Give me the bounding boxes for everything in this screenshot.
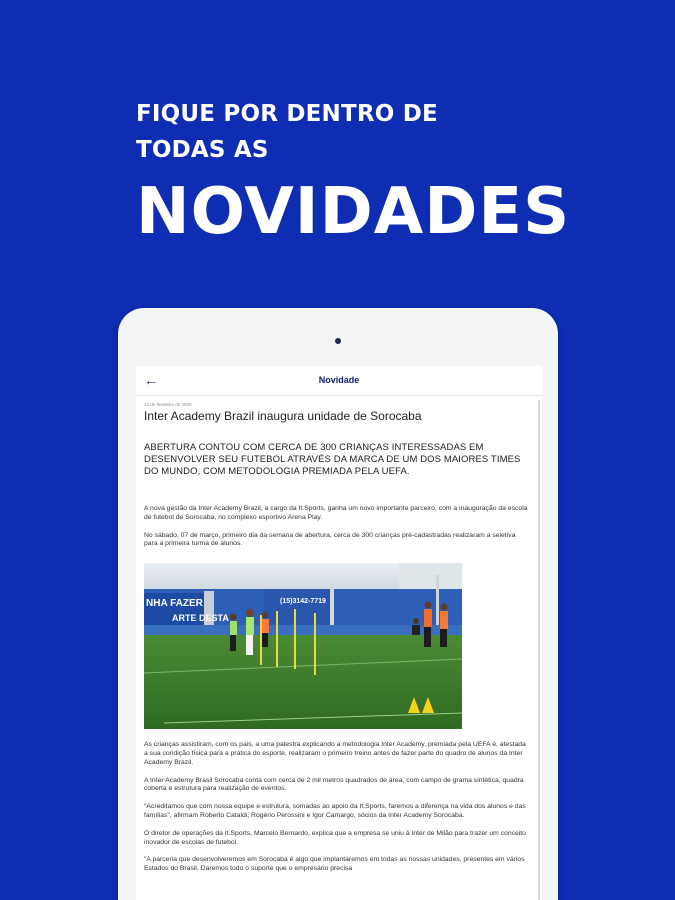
app-bar [136,366,542,396]
promo-line-3: NOVIDADES [136,175,571,249]
article-date: 12 de fevereiro de 2020 [144,402,192,407]
article-paragraph: No sábado, 07 de março, primeiro dia da semana de abertura, cerca de 300 crianças pré-cadastradas realizaram a seletiva para a primeira turma de alunos. [144,531,516,548]
app-bar-title: Novidade [318,375,360,385]
article-title: Inter Academy Brazil inaugura unidade de Sorocaba [144,409,422,423]
arrow-back-icon[interactable]: ← [144,372,158,388]
photo-banner-text-1: NHA FAZER [146,598,203,610]
promo-line-2: TODAS AS [136,137,269,163]
article-paragraph: A nova gestão da Inter Academy Brazil, a cargo da It.Sports, ganha um novo importante parceiro, com a inauguração da escola de futebol de Sorocaba, no complexo esportivo Arena Play. [144,505,528,521]
soccer-training-photo [144,563,462,729]
article-paragraph: O diretor de operações da It.Sports, Marcelo Bernardo, explica que a empresa se uniu à Inter de Milão para trazer um conceito inovador de escolas de futebol. [144,829,526,846]
article-paragraph: "A parceria que desenvolveremos em Sorocaba é algo que implantaremos em todas as nossas unidades, presentes em vários Estados do Brasil. Daremos todo o suporte que o empresário precisa [144,856,525,873]
promo-headline [136,96,570,250]
article-paragraph: "Acreditamos que com nossa equipe e estrutura, somadas ao apoio da It.Sports, faremos a diferença na vida dos alunos e das famílias", afirmam Roberto Cataldi, Rogério Perossini e Igor Camargo, sócios da Inter Academy Sorocaba. [144,803,526,819]
tablet-screen [136,366,542,900]
photo-banner-phone: (15)3142-7719 [280,598,326,606]
photo-banner-text-2: ARTE DESTA [172,613,229,624]
article-paragraph: A Inter Academy Brasil Sorocaba conta com cerca de 2 mil metros quadrados de área, com campo de grama sintética, quadra coberta e estrutura para realização de eventos. [144,776,524,793]
article [136,396,542,874]
camera-dot [335,338,341,344]
article-paragraph: As crianças assistiram, com os pais, a uma palestra explicando a metodologia Inter Academy, premiada pela UEFA e, atestada a sua condição física para a prática do esporte, realizaram o primeiro treino antes de fazer parte do quadro de alunos da Inter Academy Brazil. [144,741,526,766]
scrollbar[interactable] [538,400,540,900]
tablet-frame [118,308,558,900]
article-lead: ABERTURA CONTOU COM CERCA DE 300 CRIANÇAS INTERESSADAS EM DESENVOLVER SEU FUTEBOL ATRAVÉS DA MARCA DE UM DOS MAIORES TIMES DO MUNDO, COM METODOLOGIA PREMIADA PELA UEFA. [144,442,521,477]
promo-line-1: FIQUE POR DENTRO DE [136,101,438,127]
article-photo [144,563,462,729]
